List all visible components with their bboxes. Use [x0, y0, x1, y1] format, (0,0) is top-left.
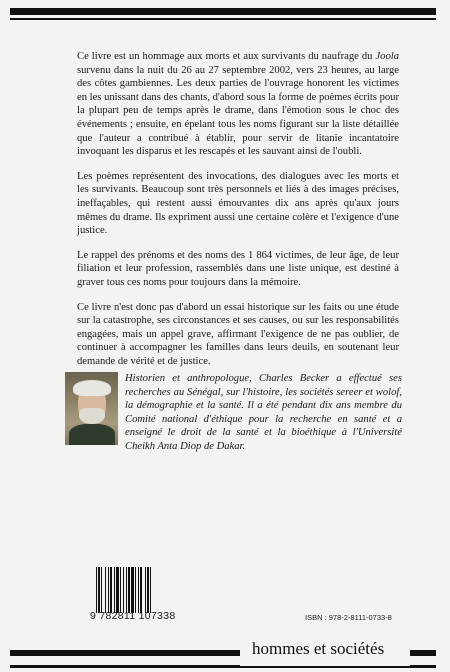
top-rule [10, 8, 436, 15]
barcode [90, 567, 176, 627]
paragraph-4: Ce livre n'est donc pas d'abord un essai historique sur les faits ou une étude sur la catastrophe, ses circonstances et ses causes, ou sur les responsabilités engagées, mais un appel grave, affirmant l'exigence de ne pas oublier, de continuer à accompagner les familles dans leurs deuils, en soutenant leur demande de vérité et de justice. [77, 301, 399, 367]
back-cover-text [77, 50, 399, 379]
author-bio-text: Historien et anthropologue, Charles Becker a effectué ses recherches au Sénégal, sur l'histoire, les sociétés sereer et wolof, la démographie et la santé. Il a été pendant dix ans membre du Comité national d'éthique pour la recherche en santé et a enseigné le droit de la santé et la bioéthique à l'Université Cheikh Anta Diop de Dakar. [125, 373, 402, 452]
top-rule-thin [10, 18, 436, 20]
series-footer [0, 634, 450, 672]
author-photo [65, 372, 118, 445]
paragraph-3: Le rappel des prénoms et des noms des 1 864 victimes, de leur âge, de leur filiation et leur profession, rassemblés dans une liste unique, est destiné à graver tous ces noms pour toujours dans la mémoire. [77, 249, 399, 288]
barcode-number: 9 782811 107338 [90, 610, 176, 622]
barcode-icon [96, 567, 166, 613]
isbn: ISBN : 978-2-8111-0733-8 [305, 613, 392, 622]
paragraph-2: Les poèmes représentent des invocations, des dialogues avec les morts et les survivants. Beaucoup sont très personnels et liés à des images précises, ineffaçables, qui restent aussi émouvantes dix ans après qu'aux jours mêmes du drame. Ils expriment aussi une certaine colère et l'exigence d'une justice. [77, 170, 399, 237]
paragraph-1: Ce livre est un hommage aux morts et aux survivants du naufrage du Joola survenu dans la nuit du 26 au 27 septembre 2002, vers 23 heures, au large des côtes gambiennes. Les deux parties de l'ouvrage honorent les victimes en les unissant dans des chants, d'abord sous la forme de poèmes écrits pour la plupart peu de temps après le drame, dans l'émotion sous le choc des événements ; ensuite, en épelant tous les noms figurant sur la liste détaillée que l'auteur a contribué à établir, pour servir de litanie incantatoire invoquant les disparus et les rescapés et les sauvant ainsi de l'oubli. [77, 51, 399, 158]
author-bio [65, 372, 400, 452]
series-label: hommes et sociétés [252, 639, 385, 658]
